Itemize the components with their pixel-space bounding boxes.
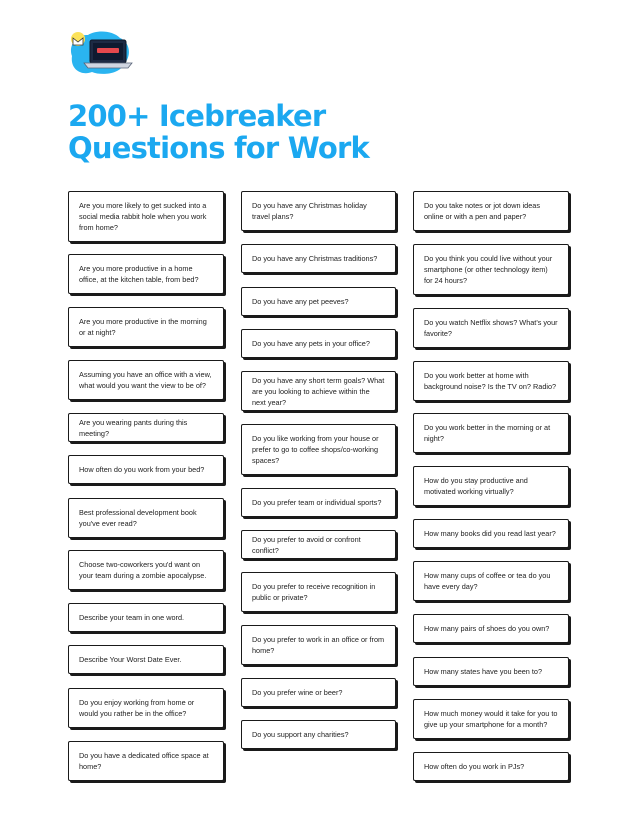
question-card bbox=[413, 308, 569, 348]
title-line-2: Questions for Work bbox=[68, 131, 369, 165]
question-card bbox=[241, 488, 396, 517]
question-text: Do you work better at home with background noise? Is the TV on? Radio? bbox=[424, 371, 557, 391]
question-card bbox=[241, 287, 396, 316]
question-text: Do you prefer to work in an office or from home? bbox=[252, 635, 385, 655]
question-text: Best professional development book you've ever read? bbox=[79, 508, 197, 528]
question-text: Do you support any charities? bbox=[252, 730, 349, 739]
question-text: Do you enjoy working from home or would you rather be in the office? bbox=[79, 698, 195, 718]
question-card bbox=[241, 191, 396, 231]
question-text: Do you prefer wine or beer? bbox=[252, 688, 343, 697]
question-card bbox=[241, 720, 396, 749]
question-card bbox=[68, 498, 224, 538]
question-text: How much money would it take for you to give up your smartphone for a month? bbox=[424, 709, 558, 729]
question-text: Do you take notes or jot down ideas online or with a pen and paper? bbox=[424, 201, 541, 221]
page-title bbox=[68, 100, 408, 164]
laptop-envelope-logo-icon bbox=[62, 26, 134, 78]
question-text: Are you more productive in a home office, at the kitchen table, from bed? bbox=[79, 264, 199, 284]
question-text: Do you think you could live without your smartphone (or other technology item) for 24 hours? bbox=[424, 254, 553, 285]
question-text: How often do you work in PJs? bbox=[424, 762, 525, 771]
question-text: Do you watch Netflix shows? What's your favorite? bbox=[424, 318, 558, 338]
question-card bbox=[241, 424, 396, 475]
question-text: How many books did you read last year? bbox=[424, 529, 556, 538]
question-card bbox=[413, 413, 569, 453]
question-card bbox=[241, 572, 396, 612]
question-card bbox=[68, 688, 224, 728]
question-text: Do you have any Christmas traditions? bbox=[252, 254, 378, 263]
question-card bbox=[68, 603, 224, 632]
question-text: Are you more productive in the morning or at night? bbox=[79, 317, 207, 337]
question-text: How often do you work from your bed? bbox=[79, 465, 205, 474]
question-card bbox=[413, 191, 569, 231]
question-card bbox=[413, 657, 569, 686]
question-card bbox=[68, 550, 224, 590]
question-text: Do you work better in the morning or at night? bbox=[424, 423, 551, 443]
question-text: Do you prefer team or individual sports? bbox=[252, 498, 382, 507]
question-card bbox=[68, 307, 224, 347]
question-text: Do you like working from your house or prefer to go to coffee shops/co-working spaces? bbox=[252, 434, 379, 465]
question-text: Do you prefer to avoid or confront conflict? bbox=[252, 534, 361, 555]
question-text: Do you have any pets in your office? bbox=[252, 339, 370, 348]
question-card bbox=[68, 254, 224, 294]
question-card bbox=[413, 561, 569, 601]
question-card bbox=[68, 360, 224, 400]
question-text: How many states have you been to? bbox=[424, 667, 543, 676]
question-text: Do you have a dedicated office space at home? bbox=[79, 751, 209, 771]
question-text: How many pairs of shoes do you own? bbox=[424, 624, 550, 633]
question-text: Describe Your Worst Date Ever. bbox=[79, 655, 182, 664]
question-card bbox=[68, 455, 224, 484]
question-card bbox=[241, 530, 396, 559]
question-card bbox=[241, 329, 396, 358]
question-card bbox=[413, 614, 569, 643]
question-text: Do you have any short term goals? What are you looking to achieve within the next year? bbox=[252, 375, 385, 407]
question-text: Describe your team in one word. bbox=[79, 613, 185, 622]
question-card bbox=[413, 361, 569, 401]
question-card bbox=[68, 413, 224, 442]
question-card bbox=[413, 752, 569, 781]
question-card bbox=[68, 741, 224, 781]
question-text: Choose two-coworkers you'd want on your team during a zombie apocalypse. bbox=[79, 560, 207, 580]
question-text: How many cups of coffee or tea do you have every day? bbox=[424, 571, 551, 591]
question-text: Are you wearing pants during this meeting? bbox=[79, 417, 188, 438]
question-text: Do you have any pet peeves? bbox=[252, 297, 349, 306]
question-text: Do you have any Christmas holiday travel plans? bbox=[252, 201, 367, 221]
question-card bbox=[413, 519, 569, 548]
question-card bbox=[68, 645, 224, 674]
question-card bbox=[241, 244, 396, 273]
question-text: How do you stay productive and motivated working virtually? bbox=[424, 476, 528, 496]
question-card bbox=[68, 191, 224, 242]
question-card bbox=[241, 371, 396, 411]
question-card bbox=[413, 244, 569, 295]
question-card bbox=[241, 678, 396, 707]
question-card bbox=[241, 625, 396, 665]
question-card bbox=[413, 466, 569, 506]
question-text: Are you more likely to get sucked into a social media rabbit hole when you work from home? bbox=[79, 201, 207, 232]
question-text: Assuming you have an office with a view, what would you want the view to be of? bbox=[79, 370, 212, 390]
question-card bbox=[413, 699, 569, 739]
question-text: Do you prefer to receive recognition in public or private? bbox=[252, 582, 376, 602]
title-line-1: 200+ Icebreaker bbox=[68, 99, 326, 133]
